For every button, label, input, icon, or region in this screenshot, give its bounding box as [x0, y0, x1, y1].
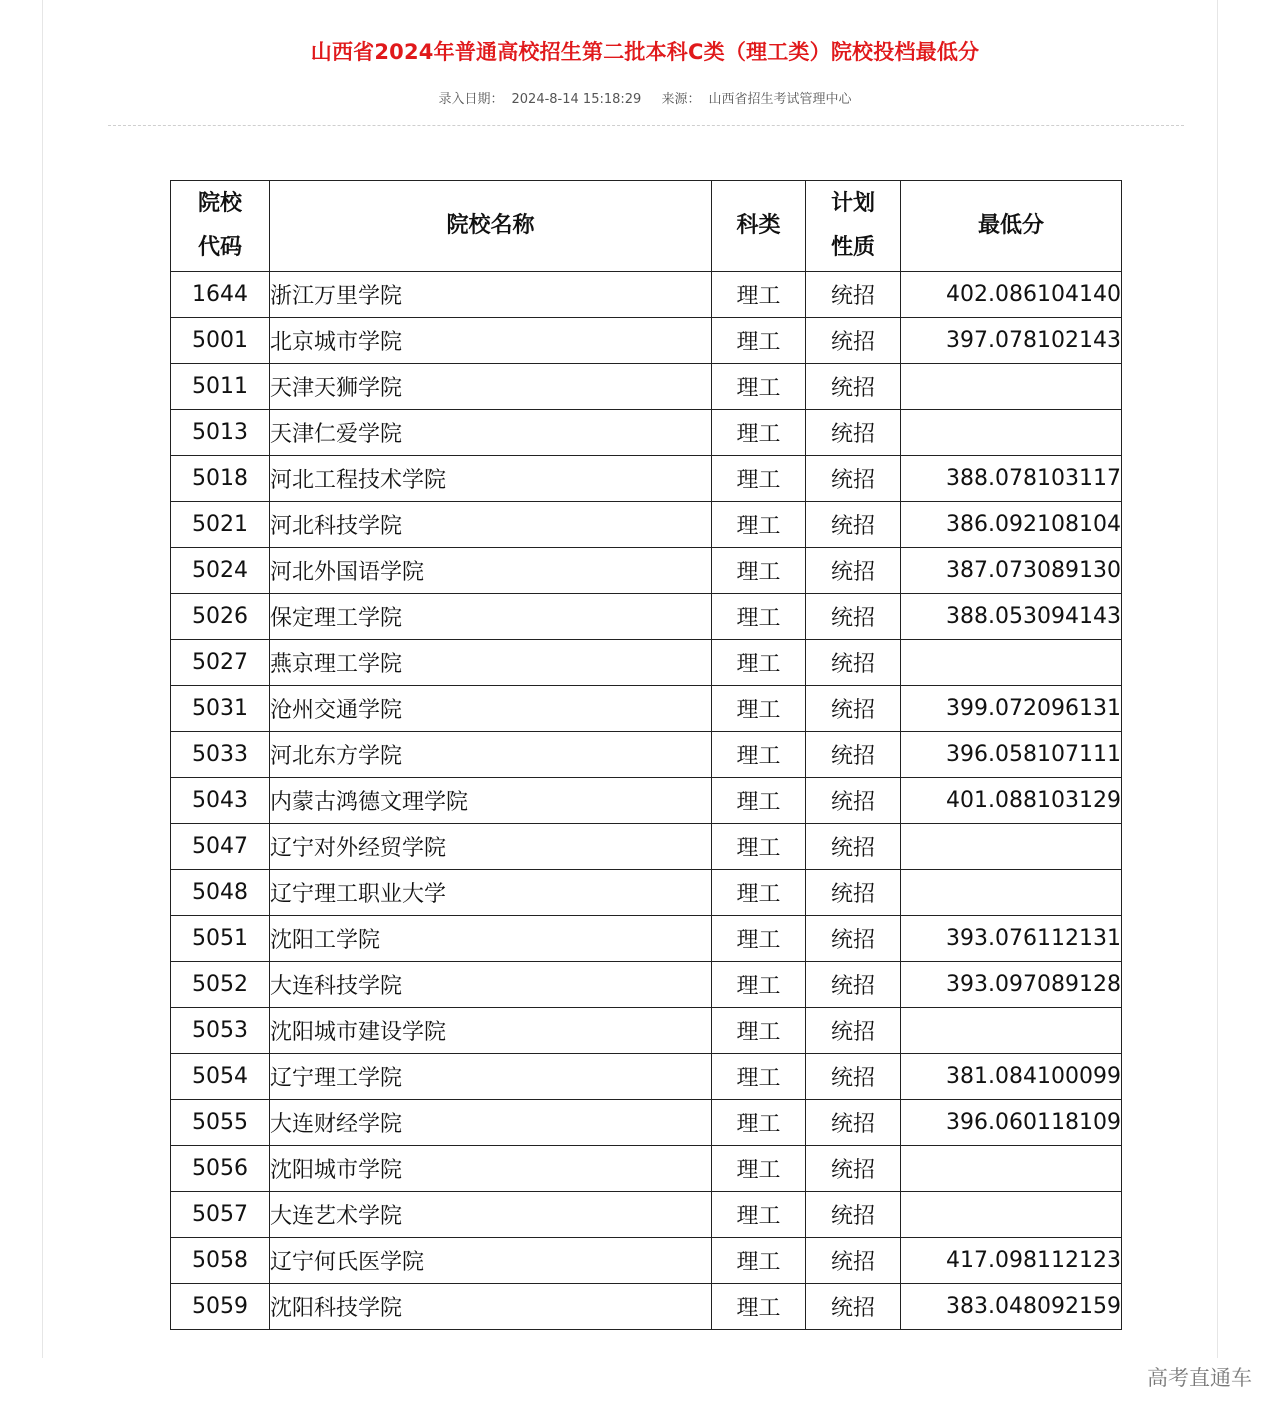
plan-type-cell: 统招: [806, 594, 901, 640]
plan-type-cell: 统招: [806, 640, 901, 686]
table-row: [171, 1054, 1122, 1100]
min-score-cell: 393.076112131: [901, 916, 1122, 962]
category-cell: 理工: [712, 410, 806, 456]
plan-type-cell: 统招: [806, 1146, 901, 1192]
min-score-cell: 383.048092159: [901, 1284, 1122, 1330]
school-code-cell: 5001: [171, 318, 270, 364]
school-code-cell: 5056: [171, 1146, 270, 1192]
school-name-cell: 辽宁对外经贸学院: [270, 824, 712, 870]
plan-type-cell: 统招: [806, 1054, 901, 1100]
category-cell: 理工: [712, 502, 806, 548]
plan-type-cell: 统招: [806, 686, 901, 732]
school-code-cell: 5033: [171, 732, 270, 778]
school-code-cell: 5054: [171, 1054, 270, 1100]
score-table: [170, 180, 1122, 1330]
watermark: 高考直通车: [1147, 1366, 1252, 1390]
plan-type-cell: 统招: [806, 732, 901, 778]
category-cell: 理工: [712, 1100, 806, 1146]
table-row: [171, 502, 1122, 548]
school-name-cell: 沈阳工学院: [270, 916, 712, 962]
table-row: [171, 824, 1122, 870]
min-score-cell: 396.058107111: [901, 732, 1122, 778]
plan-type-cell: 统招: [806, 916, 901, 962]
min-score-cell: 388.078103117: [901, 456, 1122, 502]
plan-type-cell: 统招: [806, 1284, 901, 1330]
category-cell: 理工: [712, 686, 806, 732]
entry-date: [435, 92, 646, 107]
school-name-cell: 燕京理工学院: [270, 640, 712, 686]
category-cell: 理工: [712, 364, 806, 410]
category-cell: 理工: [712, 962, 806, 1008]
plan-type-cell: 统招: [806, 824, 901, 870]
min-score-cell: [901, 1146, 1122, 1192]
school-code-cell: 5043: [171, 778, 270, 824]
min-score-cell: [901, 824, 1122, 870]
school-name-cell: 保定理工学院: [270, 594, 712, 640]
category-cell: 理工: [712, 640, 806, 686]
school-name-cell: 浙江万里学院: [270, 272, 712, 318]
plan-type-cell: 统招: [806, 778, 901, 824]
plan-type-cell: 统招: [806, 870, 901, 916]
category-cell: 理工: [712, 1238, 806, 1284]
min-score-cell: [901, 410, 1122, 456]
header-min-score: 最低分: [901, 181, 1122, 272]
table-row: [171, 318, 1122, 364]
table-row: [171, 364, 1122, 410]
category-cell: 理工: [712, 548, 806, 594]
school-name-cell: 河北工程技术学院: [270, 456, 712, 502]
plan-type-cell: 统招: [806, 456, 901, 502]
category-cell: 理工: [712, 870, 806, 916]
min-score-cell: 396.060118109: [901, 1100, 1122, 1146]
plan-type-cell: 统招: [806, 272, 901, 318]
school-name-cell: 河北外国语学院: [270, 548, 712, 594]
category-cell: 理工: [712, 1284, 806, 1330]
min-score-cell: [901, 640, 1122, 686]
school-code-cell: 5059: [171, 1284, 270, 1330]
category-cell: 理工: [712, 272, 806, 318]
school-name-cell: 河北科技学院: [270, 502, 712, 548]
school-code-cell: 5013: [171, 410, 270, 456]
source-label: 来源：: [661, 92, 701, 107]
plan-type-cell: 统招: [806, 1192, 901, 1238]
plan-type-cell: 统招: [806, 962, 901, 1008]
school-name-cell: 天津仁爱学院: [270, 410, 712, 456]
min-score-cell: 417.098112123: [901, 1238, 1122, 1284]
category-cell: 理工: [712, 824, 806, 870]
plan-type-cell: 统招: [806, 1008, 901, 1054]
plan-type-cell: 统招: [806, 1100, 901, 1146]
school-code-cell: 5057: [171, 1192, 270, 1238]
table-row: [171, 456, 1122, 502]
table-row: [171, 778, 1122, 824]
category-cell: 理工: [712, 456, 806, 502]
school-code-cell: 5048: [171, 870, 270, 916]
min-score-cell: 402.086104140: [901, 272, 1122, 318]
table-row: [171, 732, 1122, 778]
school-code-cell: 5058: [171, 1238, 270, 1284]
category-cell: 理工: [712, 778, 806, 824]
min-score-cell: 381.084100099: [901, 1054, 1122, 1100]
table-header-row: [171, 181, 1122, 272]
min-score-cell: 393.097089128: [901, 962, 1122, 1008]
school-code-cell: 5027: [171, 640, 270, 686]
school-code-cell: 5055: [171, 1100, 270, 1146]
min-score-cell: [901, 364, 1122, 410]
school-name-cell: 河北东方学院: [270, 732, 712, 778]
header-school-code: 院校 代码: [171, 181, 270, 272]
school-name-cell: 沈阳城市学院: [270, 1146, 712, 1192]
header-school-name: 院校名称: [270, 181, 712, 272]
category-cell: 理工: [712, 732, 806, 778]
school-code-cell: 5024: [171, 548, 270, 594]
school-code-cell: 5018: [171, 456, 270, 502]
dashed-divider: [108, 125, 1184, 126]
min-score-cell: [901, 1192, 1122, 1238]
school-code-cell: 5011: [171, 364, 270, 410]
min-score-cell: [901, 870, 1122, 916]
school-code-cell: 5026: [171, 594, 270, 640]
table-row: [171, 1146, 1122, 1192]
entry-date-value: 2024-8-14 15:18:29: [511, 92, 642, 107]
source-value: 山西省招生考试管理中心: [708, 92, 852, 107]
article-meta: [0, 88, 1280, 107]
table-row: [171, 272, 1122, 318]
page-title: 山西省2024年普通高校招生第二批本科C类（理工类）院校投档最低分: [310, 40, 980, 64]
min-score-cell: 401.088103129: [901, 778, 1122, 824]
header-plan-type: 计划 性质: [806, 181, 901, 272]
table-row: [171, 1192, 1122, 1238]
school-name-cell: 北京城市学院: [270, 318, 712, 364]
plan-type-cell: 统招: [806, 364, 901, 410]
plan-type-cell: 统招: [806, 1238, 901, 1284]
school-code-cell: 5053: [171, 1008, 270, 1054]
table-row: [171, 686, 1122, 732]
plan-type-cell: 统招: [806, 410, 901, 456]
school-name-cell: 辽宁理工学院: [270, 1054, 712, 1100]
category-cell: 理工: [712, 318, 806, 364]
school-name-cell: 辽宁何氏医学院: [270, 1238, 712, 1284]
min-score-cell: 387.073089130: [901, 548, 1122, 594]
table-row: [171, 1238, 1122, 1284]
school-code-cell: 1644: [171, 272, 270, 318]
table-row: [171, 594, 1122, 640]
school-name-cell: 大连艺术学院: [270, 1192, 712, 1238]
min-score-cell: [901, 1008, 1122, 1054]
table-row: [171, 962, 1122, 1008]
plan-type-cell: 统招: [806, 318, 901, 364]
category-cell: 理工: [712, 1054, 806, 1100]
source: [657, 92, 855, 107]
school-code-cell: 5052: [171, 962, 270, 1008]
min-score-cell: 399.072096131: [901, 686, 1122, 732]
category-cell: 理工: [712, 1192, 806, 1238]
category-cell: 理工: [712, 594, 806, 640]
school-name-cell: 沧州交通学院: [270, 686, 712, 732]
table-row: [171, 1284, 1122, 1330]
school-name-cell: 内蒙古鸿德文理学院: [270, 778, 712, 824]
school-code-cell: 5051: [171, 916, 270, 962]
table-row: [171, 916, 1122, 962]
category-cell: 理工: [712, 916, 806, 962]
category-cell: 理工: [712, 1146, 806, 1192]
table-row: [171, 410, 1122, 456]
table-row: [171, 1008, 1122, 1054]
table-row: [171, 548, 1122, 594]
school-name-cell: 天津天狮学院: [270, 364, 712, 410]
min-score-cell: 386.092108104: [901, 502, 1122, 548]
category-cell: 理工: [712, 1008, 806, 1054]
header-category: 科类: [712, 181, 806, 272]
min-score-cell: 397.078102143: [901, 318, 1122, 364]
school-name-cell: 沈阳城市建设学院: [270, 1008, 712, 1054]
school-name-cell: 辽宁理工职业大学: [270, 870, 712, 916]
school-name-cell: 大连科技学院: [270, 962, 712, 1008]
school-code-cell: 5031: [171, 686, 270, 732]
school-code-cell: 5047: [171, 824, 270, 870]
entry-date-label: 录入日期：: [438, 92, 504, 107]
school-name-cell: 大连财经学院: [270, 1100, 712, 1146]
min-score-cell: 388.053094143: [901, 594, 1122, 640]
plan-type-cell: 统招: [806, 502, 901, 548]
school-code-cell: 5021: [171, 502, 270, 548]
table-row: [171, 1100, 1122, 1146]
table-row: [171, 870, 1122, 916]
table-row: [171, 640, 1122, 686]
plan-type-cell: 统招: [806, 548, 901, 594]
school-name-cell: 沈阳科技学院: [270, 1284, 712, 1330]
